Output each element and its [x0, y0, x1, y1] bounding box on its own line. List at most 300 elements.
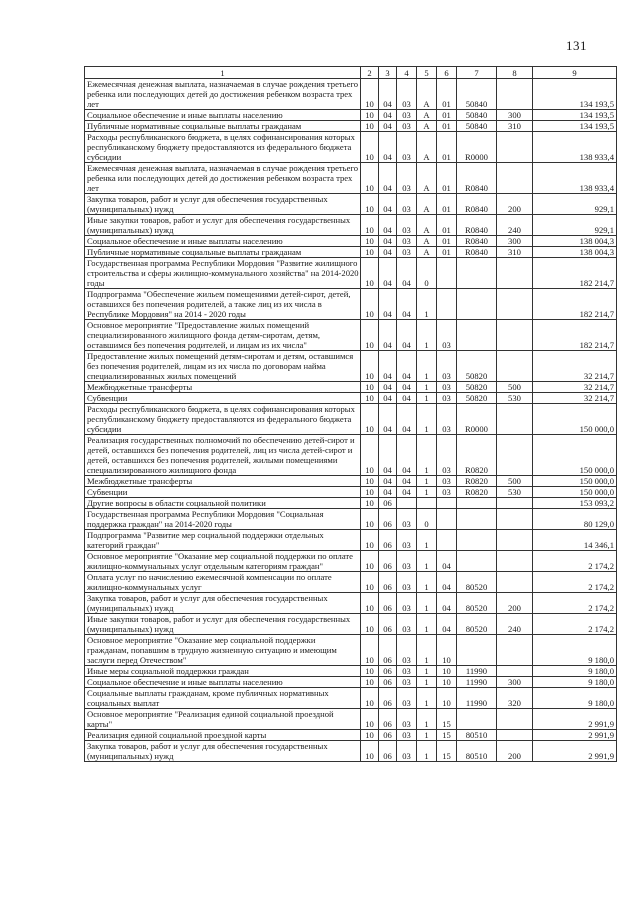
- direction-code-cell: 80510: [457, 741, 497, 762]
- expense-type-cell: [497, 709, 533, 730]
- subsection-code-cell: 06: [379, 593, 397, 614]
- program-code-cell: 03: [397, 741, 417, 762]
- subprogram-code-cell: 1: [417, 741, 437, 762]
- row-name-cell: Реализация государственных полномочий по обеспечению детей-сирот и детей, оставшихся без попечения родителей, лиц из числа детей-сирот и детей, оставшихся без попечения родителей, жилыми помещениями специализированного жилищного фонда: [85, 435, 361, 476]
- column-header: 1: [85, 67, 361, 79]
- direction-code-cell: R0840: [457, 247, 497, 258]
- table-row: [85, 435, 617, 476]
- expense-type-cell: 530: [497, 393, 533, 404]
- subsection-code-cell: 04: [379, 121, 397, 132]
- program-code-cell: 03: [397, 677, 417, 688]
- column-header: 2: [361, 67, 379, 79]
- event-code-cell: 01: [437, 163, 457, 194]
- section-code-cell: 10: [361, 194, 379, 215]
- subprogram-code-cell: 1: [417, 351, 437, 382]
- subsection-code-cell: 06: [379, 677, 397, 688]
- event-code-cell: 01: [437, 132, 457, 163]
- expense-type-cell: [497, 289, 533, 320]
- section-code-cell: 10: [361, 551, 379, 572]
- expense-type-cell: 200: [497, 194, 533, 215]
- expense-type-cell: 500: [497, 476, 533, 487]
- program-code-cell: 03: [397, 247, 417, 258]
- row-name-cell: Государственная программа Республики Мордовия "Развитие жилищного строительства и сферы жилищно-коммунального хозяйства" на 2014-2020 годы: [85, 258, 361, 289]
- row-name-cell: Основное мероприятие "Предоставление жилых помещений специализированного жилищного фонда детям-сиротам, детям, оставшимся без попечения родителей, и лицам из их числа": [85, 320, 361, 351]
- event-code-cell: 04: [437, 614, 457, 635]
- subprogram-code-cell: А: [417, 79, 437, 110]
- row-name-cell: Реализация единой социальной проездной карты: [85, 730, 361, 741]
- program-code-cell: 03: [397, 635, 417, 666]
- row-name-cell: Публичные нормативные социальные выплаты гражданам: [85, 247, 361, 258]
- page-number: 131: [566, 38, 587, 53]
- program-code-cell: 03: [397, 215, 417, 236]
- section-code-cell: 10: [361, 614, 379, 635]
- subsection-code-cell: 04: [379, 435, 397, 476]
- event-code-cell: 03: [437, 382, 457, 393]
- subsection-code-cell: 04: [379, 110, 397, 121]
- column-header: 8: [497, 67, 533, 79]
- section-code-cell: 10: [361, 509, 379, 530]
- table-row: [85, 121, 617, 132]
- section-code-cell: 10: [361, 476, 379, 487]
- row-name-cell: Иные закупки товаров, работ и услуг для обеспечения государственных (муниципальных) нужд: [85, 614, 361, 635]
- section-code-cell: 10: [361, 688, 379, 709]
- table-row: [85, 132, 617, 163]
- amount-cell: 138 004,3: [533, 236, 617, 247]
- amount-cell: 150 000,0: [533, 435, 617, 476]
- subprogram-code-cell: 0: [417, 258, 437, 289]
- event-code-cell: 03: [437, 320, 457, 351]
- subsection-code-cell: 04: [379, 258, 397, 289]
- section-code-cell: 10: [361, 730, 379, 741]
- event-code-cell: 04: [437, 551, 457, 572]
- subsection-code-cell: 04: [379, 163, 397, 194]
- expense-type-cell: [497, 79, 533, 110]
- table-row: [85, 289, 617, 320]
- direction-code-cell: 80510: [457, 730, 497, 741]
- program-code-cell: 03: [397, 163, 417, 194]
- amount-cell: 182 214,7: [533, 289, 617, 320]
- direction-code-cell: 80520: [457, 593, 497, 614]
- section-code-cell: 10: [361, 393, 379, 404]
- row-name-cell: Социальные выплаты гражданам, кроме публичных нормативных социальных выплат: [85, 688, 361, 709]
- program-code-cell: 03: [397, 730, 417, 741]
- event-code-cell: 03: [437, 435, 457, 476]
- program-code-cell: 04: [397, 393, 417, 404]
- event-code-cell: 04: [437, 572, 457, 593]
- column-header: 7: [457, 67, 497, 79]
- event-code-cell: 03: [437, 351, 457, 382]
- table-row: [85, 551, 617, 572]
- amount-cell: 138 933,4: [533, 132, 617, 163]
- program-code-cell: 04: [397, 476, 417, 487]
- section-code-cell: 10: [361, 351, 379, 382]
- expense-type-cell: 310: [497, 247, 533, 258]
- direction-code-cell: [457, 709, 497, 730]
- row-name-cell: Межбюджетные трансферты: [85, 382, 361, 393]
- program-code-cell: 03: [397, 688, 417, 709]
- row-name-cell: Основное мероприятие "Оказание мер социальной поддержки гражданам, попавшим в трудную жизненную ситуацию и имеющим заслуги перед Отечеством": [85, 635, 361, 666]
- row-name-cell: Подпрограмма "Обеспечение жильем помещениями детей-сирот, детей, оставшихся без попечения родителей, а также лиц из их числа в Республике Мордовия" на 2014 - 2020 годы: [85, 289, 361, 320]
- direction-code-cell: [457, 320, 497, 351]
- expense-type-cell: [497, 666, 533, 677]
- subsection-code-cell: 04: [379, 194, 397, 215]
- event-code-cell: 03: [437, 476, 457, 487]
- amount-cell: 2 174,2: [533, 593, 617, 614]
- subprogram-code-cell: А: [417, 194, 437, 215]
- subsection-code-cell: 04: [379, 393, 397, 404]
- section-code-cell: 10: [361, 121, 379, 132]
- table-row: [85, 194, 617, 215]
- amount-cell: 182 214,7: [533, 320, 617, 351]
- section-code-cell: 10: [361, 404, 379, 435]
- section-code-cell: 10: [361, 498, 379, 509]
- amount-cell: 2 991,9: [533, 709, 617, 730]
- direction-code-cell: [457, 498, 497, 509]
- subprogram-code-cell: А: [417, 132, 437, 163]
- program-code-cell: 03: [397, 551, 417, 572]
- event-code-cell: 03: [437, 487, 457, 498]
- program-code-cell: 03: [397, 121, 417, 132]
- program-code-cell: 03: [397, 79, 417, 110]
- program-code-cell: 04: [397, 487, 417, 498]
- row-name-cell: Другие вопросы в области социальной политики: [85, 498, 361, 509]
- direction-code-cell: [457, 635, 497, 666]
- program-code-cell: 03: [397, 509, 417, 530]
- table-row: [85, 79, 617, 110]
- amount-cell: 138 004,3: [533, 247, 617, 258]
- subprogram-code-cell: 1: [417, 677, 437, 688]
- row-name-cell: Субвенции: [85, 393, 361, 404]
- table-row: [85, 666, 617, 677]
- subsection-code-cell: 06: [379, 709, 397, 730]
- subsection-code-cell: 04: [379, 236, 397, 247]
- row-name-cell: Расходы республиканского бюджета, в целях софинансирования которых республиканскому бюджету предоставляются из федерального бюджета субсидии: [85, 404, 361, 435]
- program-code-cell: 04: [397, 404, 417, 435]
- expense-type-cell: [497, 320, 533, 351]
- event-code-cell: 01: [437, 215, 457, 236]
- direction-code-cell: 50840: [457, 121, 497, 132]
- section-code-cell: 10: [361, 487, 379, 498]
- table-row: [85, 593, 617, 614]
- subsection-code-cell: 04: [379, 215, 397, 236]
- subprogram-code-cell: А: [417, 247, 437, 258]
- amount-cell: 153 093,2: [533, 498, 617, 509]
- section-code-cell: 10: [361, 530, 379, 551]
- program-code-cell: 03: [397, 530, 417, 551]
- amount-cell: 138 933,4: [533, 163, 617, 194]
- row-name-cell: Расходы республиканского бюджета, в целях софинансирования которых республиканскому бюджету предоставляются из федерального бюджета субсидии: [85, 132, 361, 163]
- expense-type-cell: 300: [497, 236, 533, 247]
- section-code-cell: 10: [361, 320, 379, 351]
- expense-type-cell: [497, 404, 533, 435]
- amount-cell: 134 193,5: [533, 110, 617, 121]
- expense-type-cell: [497, 498, 533, 509]
- subprogram-code-cell: 1: [417, 614, 437, 635]
- amount-cell: 2 174,2: [533, 614, 617, 635]
- section-code-cell: 10: [361, 247, 379, 258]
- direction-code-cell: R0840: [457, 163, 497, 194]
- row-name-cell: Ежемесячная денежная выплата, назначаемая в случае рождения третьего ребенка или последующих детей до достижения ребенком возраста трех лет: [85, 79, 361, 110]
- table-row: [85, 215, 617, 236]
- row-name-cell: Публичные нормативные социальные выплаты гражданам: [85, 121, 361, 132]
- expense-type-cell: 300: [497, 677, 533, 688]
- section-code-cell: 10: [361, 709, 379, 730]
- program-code-cell: 04: [397, 435, 417, 476]
- table-row: [85, 382, 617, 393]
- amount-cell: 2 174,2: [533, 572, 617, 593]
- event-code-cell: 01: [437, 79, 457, 110]
- event-code-cell: 04: [437, 593, 457, 614]
- program-code-cell: 03: [397, 194, 417, 215]
- row-name-cell: Социальное обеспечение и иные выплаты населению: [85, 110, 361, 121]
- amount-cell: 929,1: [533, 194, 617, 215]
- amount-cell: 134 193,5: [533, 79, 617, 110]
- column-header: 3: [379, 67, 397, 79]
- direction-code-cell: 11990: [457, 688, 497, 709]
- direction-code-cell: [457, 509, 497, 530]
- header-row: [85, 67, 617, 79]
- subprogram-code-cell: 1: [417, 393, 437, 404]
- subprogram-code-cell: А: [417, 236, 437, 247]
- direction-code-cell: R0820: [457, 487, 497, 498]
- section-code-cell: 10: [361, 435, 379, 476]
- subsection-code-cell: 06: [379, 688, 397, 709]
- subsection-code-cell: 06: [379, 530, 397, 551]
- amount-cell: 9 180,0: [533, 666, 617, 677]
- subsection-code-cell: 06: [379, 741, 397, 762]
- row-name-cell: Социальное обеспечение и иные выплаты населению: [85, 236, 361, 247]
- event-code-cell: 03: [437, 393, 457, 404]
- subsection-code-cell: 06: [379, 635, 397, 666]
- direction-code-cell: R0000: [457, 132, 497, 163]
- program-code-cell: [397, 498, 417, 509]
- row-name-cell: Оплата услуг по начислению ежемесячной компенсации по оплате жилищно-коммунальных услуг: [85, 572, 361, 593]
- program-code-cell: 03: [397, 709, 417, 730]
- section-code-cell: 10: [361, 572, 379, 593]
- subsection-code-cell: 04: [379, 320, 397, 351]
- subsection-code-cell: 06: [379, 551, 397, 572]
- expense-type-cell: 240: [497, 614, 533, 635]
- section-code-cell: 10: [361, 741, 379, 762]
- program-code-cell: 03: [397, 666, 417, 677]
- table-row: [85, 476, 617, 487]
- subprogram-code-cell: 1: [417, 666, 437, 677]
- program-code-cell: 03: [397, 132, 417, 163]
- section-code-cell: 10: [361, 258, 379, 289]
- expense-type-cell: [497, 132, 533, 163]
- expense-type-cell: [497, 258, 533, 289]
- row-name-cell: Государственная программа Республики Мордовия "Социальная поддержка граждан" на 2014-2020 годы: [85, 509, 361, 530]
- table-row: [85, 163, 617, 194]
- table-row: [85, 741, 617, 762]
- program-code-cell: 03: [397, 614, 417, 635]
- section-code-cell: 10: [361, 236, 379, 247]
- amount-cell: 182 214,7: [533, 258, 617, 289]
- direction-code-cell: [457, 258, 497, 289]
- subprogram-code-cell: 1: [417, 435, 437, 476]
- subsection-code-cell: 04: [379, 487, 397, 498]
- section-code-cell: 10: [361, 677, 379, 688]
- table-row: [85, 688, 617, 709]
- expense-type-cell: [497, 530, 533, 551]
- table-row: [85, 393, 617, 404]
- program-code-cell: 03: [397, 110, 417, 121]
- expense-type-cell: 310: [497, 121, 533, 132]
- row-name-cell: Основное мероприятие "Оказание мер социальной поддержки по оплате жилищно-коммунальных услуг отдельным категориям граждан": [85, 551, 361, 572]
- subprogram-code-cell: 1: [417, 572, 437, 593]
- row-name-cell: Закупка товаров, работ и услуг для обеспечения государственных (муниципальных) нужд: [85, 741, 361, 762]
- column-header: 4: [397, 67, 417, 79]
- direction-code-cell: R0840: [457, 194, 497, 215]
- section-code-cell: 10: [361, 79, 379, 110]
- amount-cell: 134 193,5: [533, 121, 617, 132]
- section-code-cell: 10: [361, 163, 379, 194]
- expense-type-cell: 200: [497, 593, 533, 614]
- amount-cell: 14 346,1: [533, 530, 617, 551]
- table-row: [85, 709, 617, 730]
- table-row: [85, 572, 617, 593]
- direction-code-cell: 11990: [457, 666, 497, 677]
- table-row: [85, 404, 617, 435]
- table-row: [85, 614, 617, 635]
- event-code-cell: 03: [437, 404, 457, 435]
- program-code-cell: 04: [397, 289, 417, 320]
- subprogram-code-cell: А: [417, 110, 437, 121]
- direction-code-cell: R0820: [457, 435, 497, 476]
- expense-type-cell: [497, 572, 533, 593]
- program-code-cell: 04: [397, 258, 417, 289]
- amount-cell: 2 174,2: [533, 551, 617, 572]
- subprogram-code-cell: 1: [417, 289, 437, 320]
- expense-type-cell: [497, 635, 533, 666]
- subprogram-code-cell: 1: [417, 382, 437, 393]
- amount-cell: 150 000,0: [533, 476, 617, 487]
- subsection-code-cell: 06: [379, 498, 397, 509]
- subsection-code-cell: 06: [379, 666, 397, 677]
- program-code-cell: 04: [397, 382, 417, 393]
- amount-cell: 80 129,0: [533, 509, 617, 530]
- event-code-cell: 10: [437, 666, 457, 677]
- event-code-cell: 01: [437, 194, 457, 215]
- direction-code-cell: R0000: [457, 404, 497, 435]
- amount-cell: 9 180,0: [533, 677, 617, 688]
- expense-type-cell: [497, 551, 533, 572]
- subsection-code-cell: 04: [379, 247, 397, 258]
- subprogram-code-cell: 1: [417, 551, 437, 572]
- subprogram-code-cell: 0: [417, 509, 437, 530]
- row-name-cell: Иные закупки товаров, работ и услуг для обеспечения государственных (муниципальных) нужд: [85, 215, 361, 236]
- program-code-cell: 03: [397, 572, 417, 593]
- table-row: [85, 110, 617, 121]
- row-name-cell: Основное мероприятие "Реализация единой социальной проездной карты": [85, 709, 361, 730]
- direction-code-cell: 50820: [457, 382, 497, 393]
- amount-cell: 32 214,7: [533, 351, 617, 382]
- section-code-cell: 10: [361, 110, 379, 121]
- event-code-cell: 10: [437, 688, 457, 709]
- table-row: [85, 498, 617, 509]
- direction-code-cell: 80520: [457, 572, 497, 593]
- row-name-cell: Социальное обеспечение и иные выплаты населению: [85, 677, 361, 688]
- subprogram-code-cell: 1: [417, 593, 437, 614]
- expense-type-cell: [497, 163, 533, 194]
- amount-cell: 2 991,9: [533, 730, 617, 741]
- row-name-cell: Подпрограмма "Развитие мер социальной поддержки отдельных категорий граждан": [85, 530, 361, 551]
- expense-type-cell: 200: [497, 741, 533, 762]
- row-name-cell: Межбюджетные трансферты: [85, 476, 361, 487]
- section-code-cell: 10: [361, 593, 379, 614]
- table-row: [85, 509, 617, 530]
- event-code-cell: 15: [437, 741, 457, 762]
- direction-code-cell: R0840: [457, 215, 497, 236]
- event-code-cell: 01: [437, 236, 457, 247]
- budget-table: [84, 66, 617, 762]
- subsection-code-cell: 04: [379, 289, 397, 320]
- table-body: [85, 79, 617, 762]
- expense-type-cell: [497, 435, 533, 476]
- row-name-cell: Иные меры социальной поддержки граждан: [85, 666, 361, 677]
- event-code-cell: [437, 509, 457, 530]
- expense-type-cell: [497, 351, 533, 382]
- direction-code-cell: R0820: [457, 476, 497, 487]
- column-header: 6: [437, 67, 457, 79]
- subprogram-code-cell: 1: [417, 730, 437, 741]
- subprogram-code-cell: [417, 498, 437, 509]
- subprogram-code-cell: А: [417, 163, 437, 194]
- amount-cell: 150 000,0: [533, 487, 617, 498]
- program-code-cell: 04: [397, 320, 417, 351]
- event-code-cell: 15: [437, 709, 457, 730]
- event-code-cell: 01: [437, 121, 457, 132]
- table-row: [85, 730, 617, 741]
- direction-code-cell: 11990: [457, 677, 497, 688]
- column-header: 9: [533, 67, 617, 79]
- section-code-cell: 10: [361, 635, 379, 666]
- subprogram-code-cell: 1: [417, 709, 437, 730]
- table-row: [85, 635, 617, 666]
- row-name-cell: Предоставление жилых помещений детям-сиротам и детям, оставшимся без попечения родителей, лицам из их числа по договорам найма специализированных жилых помещений: [85, 351, 361, 382]
- subsection-code-cell: 04: [379, 382, 397, 393]
- program-code-cell: 03: [397, 236, 417, 247]
- table-row: [85, 247, 617, 258]
- expense-type-cell: [497, 509, 533, 530]
- section-code-cell: 10: [361, 666, 379, 677]
- table-row: [85, 236, 617, 247]
- direction-code-cell: 50840: [457, 79, 497, 110]
- subsection-code-cell: 04: [379, 476, 397, 487]
- subsection-code-cell: 06: [379, 730, 397, 741]
- subsection-code-cell: 04: [379, 351, 397, 382]
- subsection-code-cell: 06: [379, 572, 397, 593]
- direction-code-cell: 80520: [457, 614, 497, 635]
- event-code-cell: [437, 498, 457, 509]
- direction-code-cell: 50820: [457, 351, 497, 382]
- row-name-cell: Ежемесячная денежная выплата, назначаемая в случае рождения третьего ребенка или последующих детей до достижения ребенком возраста трех лет: [85, 163, 361, 194]
- section-code-cell: 10: [361, 289, 379, 320]
- subprogram-code-cell: 1: [417, 404, 437, 435]
- expense-type-cell: 300: [497, 110, 533, 121]
- subprogram-code-cell: А: [417, 121, 437, 132]
- direction-code-cell: [457, 530, 497, 551]
- expense-type-cell: 500: [497, 382, 533, 393]
- program-code-cell: 03: [397, 593, 417, 614]
- table-row: [85, 351, 617, 382]
- subsection-code-cell: 04: [379, 79, 397, 110]
- section-code-cell: 10: [361, 132, 379, 163]
- direction-code-cell: 50820: [457, 393, 497, 404]
- amount-cell: 9 180,0: [533, 688, 617, 709]
- row-name-cell: Закупка товаров, работ и услуг для обеспечения государственных (муниципальных) нужд: [85, 593, 361, 614]
- amount-cell: 150 000,0: [533, 404, 617, 435]
